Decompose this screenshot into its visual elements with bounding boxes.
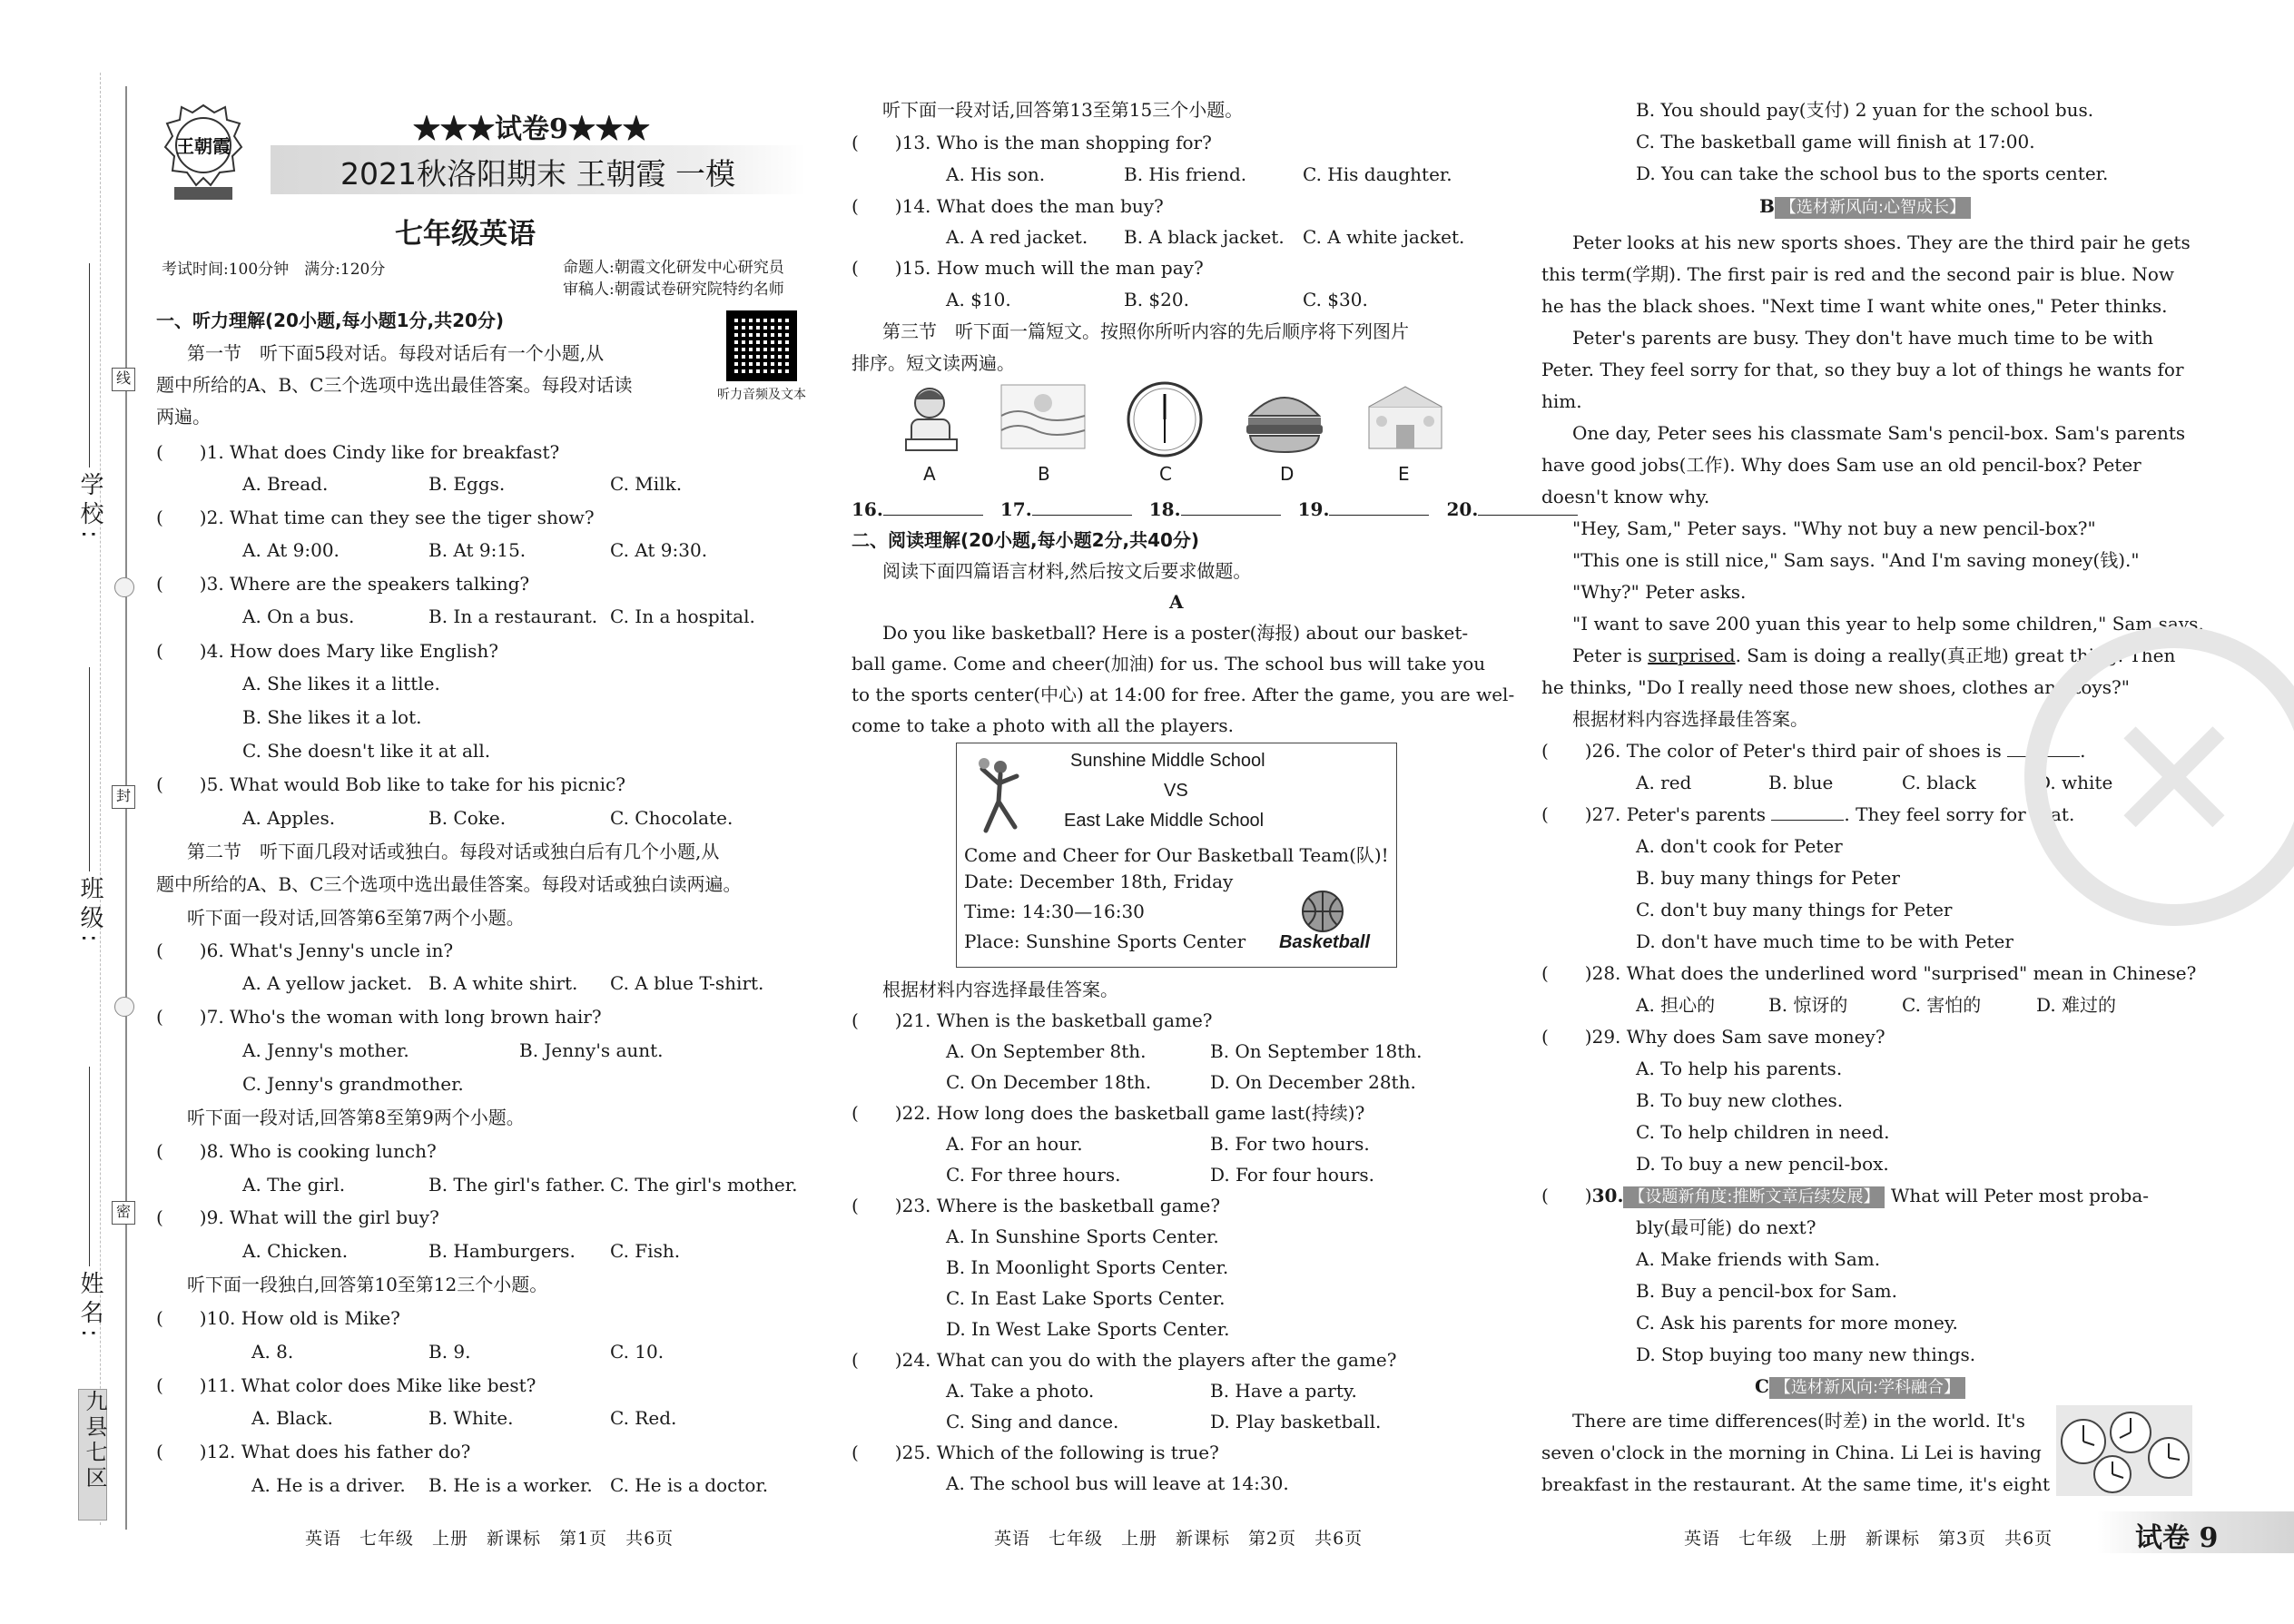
picture-label-c: C bbox=[1159, 463, 1172, 485]
q6-option-c[interactable]: C. A blue T-shirt. bbox=[610, 972, 764, 994]
q5-option-a[interactable]: A. Apples. bbox=[242, 807, 336, 829]
choose-instruction: 根据材料内容选择最佳答案。 bbox=[1572, 708, 1808, 730]
q1-option-c[interactable]: C. Milk. bbox=[610, 473, 683, 495]
q13-option-a[interactable]: A. His son. bbox=[946, 163, 1046, 185]
q28-option-c[interactable]: C. 害怕的 bbox=[1902, 994, 1982, 1016]
q27-option-d[interactable]: D. don't have much time to be with Peter bbox=[1636, 930, 2013, 952]
question-14: ( )14. What does the man buy? bbox=[852, 195, 1164, 217]
poster-logo-text: Basketball bbox=[1279, 932, 1371, 952]
q29-option-d[interactable]: D. To buy a new pencil-box. bbox=[1636, 1153, 1889, 1175]
picture-label-b: B bbox=[1038, 463, 1050, 485]
q15-option-a[interactable]: A. $10. bbox=[946, 289, 1011, 310]
q25-option-b[interactable]: B. You should pay(支付) 2 yuan for the school bus. bbox=[1636, 99, 2094, 121]
question-9: ( )9. What will the girl buy? bbox=[156, 1206, 439, 1228]
passage-b-text: "Hey, Sam," Peter says. "Why not buy a new pencil-box?" bbox=[1572, 517, 2096, 539]
q15-option-c[interactable]: C. $30. bbox=[1303, 289, 1368, 310]
question-29: ( )29. Why does Sam save money? bbox=[1541, 1026, 1885, 1048]
q22-option-b[interactable]: B. For two hours. bbox=[1210, 1133, 1370, 1155]
q21-option-a[interactable]: A. On September 8th. bbox=[946, 1040, 1147, 1062]
q26-option-c[interactable]: C. black bbox=[1902, 772, 1976, 793]
q15-option-b[interactable]: B. $20. bbox=[1124, 289, 1189, 310]
question-3: ( )3. Where are the speakers talking? bbox=[156, 573, 530, 595]
q10-option-a[interactable]: A. 8. bbox=[251, 1341, 294, 1363]
q7-option-b[interactable]: B. Jenny's aunt. bbox=[519, 1039, 664, 1061]
q4-option-b[interactable]: B. She likes it a lot. bbox=[242, 706, 422, 728]
passage-b-text: Peter looks at his new sports shoes. They are the third pair he gets bbox=[1572, 231, 2191, 253]
bird-icon bbox=[114, 997, 134, 1017]
passage-b-text: he thinks, "Do I really need those new shoes, clothes and toys?" bbox=[1541, 676, 2130, 698]
passage-b-text: Peter. They feel sorry for that, so they buy a lot of things he wants for bbox=[1541, 359, 2184, 380]
q5-option-b[interactable]: B. Coke. bbox=[428, 807, 507, 829]
passage-b-heading: B 【选材新风向:心智成长】 bbox=[1759, 191, 1971, 222]
part1-intro: 两遍。 bbox=[156, 406, 211, 428]
q24-option-a[interactable]: A. Take a photo. bbox=[946, 1380, 1095, 1402]
q10-option-c[interactable]: C. 10. bbox=[610, 1341, 665, 1363]
binding-margin bbox=[0, 0, 131, 1624]
q4-option-c[interactable]: C. She doesn't like it at all. bbox=[242, 740, 491, 762]
question-2: ( )2. What time can they see the tiger show? bbox=[156, 507, 595, 528]
setter: 命题人:朝霞文化研发中心研究员 bbox=[563, 259, 784, 277]
q8-option-b[interactable]: B. The girl's father. bbox=[428, 1174, 605, 1196]
poster-slogan: Come and Cheer for Our Basketball Team(队)! bbox=[964, 844, 1389, 866]
passage-b-text: One day, Peter sees his classmate Sam's pencil-box. Sam's parents bbox=[1572, 422, 2186, 444]
question-6: ( )6. What's Jenny's uncle in? bbox=[156, 940, 454, 961]
q23-option-a[interactable]: A. In Sunshine Sports Center. bbox=[946, 1225, 1219, 1247]
poster-time: Time: 14:30—16:30 bbox=[964, 901, 1145, 922]
q22-option-d[interactable]: D. For four hours. bbox=[1210, 1164, 1375, 1186]
school-label: 学校: bbox=[76, 472, 103, 544]
passage-a-text: Do you like basketball? Here is a poster(海报) about our basket- bbox=[882, 622, 1469, 644]
q11-option-c[interactable]: C. Red. bbox=[610, 1407, 677, 1429]
q4-option-a[interactable]: A. She likes it a little. bbox=[242, 673, 440, 694]
section-2-heading: 二、阅读理解(20小题,每小题2分,共40分) bbox=[852, 529, 1200, 551]
time-score: 考试时间:100分钟 满分:120分 bbox=[162, 261, 386, 279]
q24-option-d[interactable]: D. Play basketball. bbox=[1210, 1411, 1382, 1432]
exam-title: 2021秋洛阳期末 王朝霞 一模 bbox=[340, 156, 735, 192]
question-22: ( )22. How long does the basketball game last(持续)? bbox=[852, 1102, 1365, 1124]
logo-text: 王朝霞 bbox=[176, 135, 231, 157]
q29-option-a[interactable]: A. To help his parents. bbox=[1636, 1058, 1843, 1079]
dialogue-13-15-intro: 听下面一段对话,回答第13至第15三个小题。 bbox=[882, 99, 1244, 121]
picture-label-d: D bbox=[1280, 463, 1295, 485]
passage-c-text: There are time differences(时差) in the world. It's bbox=[1572, 1410, 2025, 1432]
q2-option-b[interactable]: B. At 9:15. bbox=[428, 539, 527, 561]
name-label: 姓名: bbox=[76, 1271, 103, 1343]
paper-series: ★★★试卷9★★★ bbox=[413, 113, 650, 145]
q21-option-c[interactable]: C. On December 18th. bbox=[946, 1071, 1152, 1093]
q9-option-b[interactable]: B. Hamburgers. bbox=[428, 1240, 576, 1262]
poster-away-team: East Lake Middle School bbox=[1064, 811, 1265, 831]
q14-option-b[interactable]: B. A black jacket. bbox=[1124, 226, 1285, 248]
q28-option-d[interactable]: D. 难过的 bbox=[2036, 994, 2117, 1016]
passage-b-text: him. bbox=[1541, 390, 1582, 412]
question-1: ( )1. What does Cindy like for breakfast? bbox=[156, 441, 560, 463]
section-1-heading: 一、听力理解(20小题,每小题1分,共20分) bbox=[156, 310, 505, 331]
question-30: ( )30. 【设题新角度:推断文章后续发展】 What will Peter most proba- bbox=[1541, 1185, 2150, 1206]
q12-option-c[interactable]: C. He is a doctor. bbox=[610, 1474, 769, 1496]
question-10: ( )10. How old is Mike? bbox=[156, 1307, 400, 1329]
poster-home-team: Sunshine Middle School bbox=[1070, 751, 1265, 771]
q30-option-a[interactable]: A. Make friends with Sam. bbox=[1636, 1248, 1881, 1270]
theme-park-picture bbox=[1362, 379, 1449, 459]
q9-option-c[interactable]: C. Fish. bbox=[610, 1240, 681, 1262]
q3-option-c[interactable]: C. In a hospital. bbox=[610, 605, 755, 627]
question-28: ( )28. What does the underlined word "surprised" mean in Chinese? bbox=[1541, 962, 2197, 984]
q13-option-c[interactable]: C. His daughter. bbox=[1303, 163, 1452, 185]
question-24: ( )24. What can you do with the players after the game? bbox=[852, 1349, 1397, 1371]
q1-option-a[interactable]: A. Bread. bbox=[242, 473, 329, 495]
school-field[interactable] bbox=[89, 263, 90, 468]
part3-intro: 第三节 听下面一篇短文。按照你所听内容的先后顺序将下列图片 bbox=[882, 320, 1409, 342]
bird-icon bbox=[114, 577, 134, 597]
passage-a-text: to the sports center(中心) at 14:00 for free. After the game, you are wel- bbox=[852, 684, 1515, 705]
q26-option-a[interactable]: A. red bbox=[1636, 772, 1692, 793]
q23-option-b[interactable]: B. In Moonlight Sports Center. bbox=[946, 1256, 1229, 1278]
q27-option-c[interactable]: C. don't buy many things for Peter bbox=[1636, 899, 1953, 920]
poster-place: Place: Sunshine Sports Center bbox=[964, 930, 1246, 952]
q21-option-b[interactable]: B. On September 18th. bbox=[1210, 1040, 1423, 1062]
q27-option-a[interactable]: A. don't cook for Peter bbox=[1636, 835, 1843, 857]
q9-option-a[interactable]: A. Chicken. bbox=[242, 1240, 349, 1262]
question-25: ( )25. Which of the following is true? bbox=[852, 1442, 1219, 1463]
q28-option-a[interactable]: A. 担心的 bbox=[1636, 994, 1716, 1016]
hamburger-picture bbox=[1241, 379, 1328, 459]
q13-option-b[interactable]: B. His friend. bbox=[1124, 163, 1247, 185]
subject-title: 七年级英语 bbox=[395, 218, 536, 251]
question-27: ( )27. Peter's parents . They feel sorry for that. bbox=[1541, 803, 2075, 825]
passage-c-tag: 【选材新风向:学科融合】 bbox=[1769, 1377, 1965, 1399]
district-label: 九县七区 bbox=[78, 1389, 107, 1521]
question-26: ( )26. The color of Peter's third pair of shoes is . bbox=[1541, 740, 2086, 762]
q10-option-b[interactable]: B. 9. bbox=[428, 1341, 471, 1363]
part2-intro: 题中所给的A、B、C三个选项中选出最佳答案。每段对话或独白读两遍。 bbox=[156, 873, 742, 895]
q6-option-b[interactable]: B. A white shirt. bbox=[428, 972, 578, 994]
q24-option-b[interactable]: B. Have a party. bbox=[1210, 1380, 1357, 1402]
part1-intro: 题中所给的A、B、C三个选项中选出最佳答案。每段对话读 bbox=[156, 374, 633, 396]
seal-line-mark: 线 bbox=[112, 368, 135, 391]
q30-option-c[interactable]: C. Ask his parents for more money. bbox=[1636, 1312, 1958, 1334]
q25-option-d[interactable]: D. You can take the school bus to the sports center. bbox=[1636, 162, 2109, 184]
passage-b-text: have good jobs(工作). Why does Sam use an old pencil-box? Peter bbox=[1541, 454, 2141, 476]
question-13: ( )13. Who is the man shopping for? bbox=[852, 132, 1212, 153]
passage-a-label: A bbox=[1169, 591, 1184, 613]
class-label: 班级: bbox=[76, 876, 103, 948]
q23-option-c[interactable]: C. In East Lake Sports Center. bbox=[946, 1287, 1226, 1309]
girl-reading-picture bbox=[888, 379, 975, 459]
q24-option-c[interactable]: C. Sing and dance. bbox=[946, 1411, 1119, 1432]
q1-option-b[interactable]: B. Eggs. bbox=[428, 473, 506, 495]
q6-option-a[interactable]: A. A yellow jacket. bbox=[242, 972, 413, 994]
dialogue-6-7-intro: 听下面一段对话,回答第6至第7两个小题。 bbox=[187, 907, 525, 929]
passage-b-text: "Why?" Peter asks. bbox=[1572, 581, 1747, 603]
q27-option-b[interactable]: B. buy many things for Peter bbox=[1636, 867, 1900, 889]
qr-code-icon[interactable] bbox=[726, 310, 797, 381]
question-12: ( )12. What does his father do? bbox=[156, 1441, 471, 1462]
question-5: ( )5. What would Bob like to take for his picnic? bbox=[156, 773, 625, 795]
qr-caption: 听力音频及文本 bbox=[717, 388, 806, 402]
clocks-picture bbox=[2056, 1405, 2192, 1496]
q30-option-b[interactable]: B. Buy a pencil-box for Sam. bbox=[1636, 1280, 1897, 1302]
passage-c-text: breakfast in the restaurant. At the same time, it's eight bbox=[1541, 1473, 2050, 1495]
q26-option-d[interactable]: D. white bbox=[2036, 772, 2113, 793]
part3-intro: 排序。短文读两遍。 bbox=[852, 352, 1015, 374]
question-11: ( )11. What color does Mike like best? bbox=[156, 1374, 537, 1396]
passage-b-text: Peter's parents are busy. They don't have much time to be with bbox=[1572, 327, 2153, 349]
q7-option-c[interactable]: C. Jenny's grandmother. bbox=[242, 1073, 464, 1095]
footer-page-2: 英语 七年级 上册 新课标 第2页 共6页 bbox=[994, 1529, 1364, 1549]
paper-badge: 试卷 9 bbox=[2097, 1511, 2294, 1553]
brand-logo bbox=[162, 102, 245, 209]
ocean-scene-picture bbox=[999, 379, 1087, 459]
question-8: ( )8. Who is cooking lunch? bbox=[156, 1140, 437, 1162]
q23-option-d[interactable]: D. In West Lake Sports Center. bbox=[946, 1318, 1230, 1340]
q11-option-b[interactable]: B. White. bbox=[428, 1407, 514, 1429]
clock-picture bbox=[1121, 379, 1208, 459]
footer-page-1: 英语 七年级 上册 新课标 第1页 共6页 bbox=[305, 1529, 674, 1549]
q2-option-c[interactable]: C. At 9:30. bbox=[610, 539, 708, 561]
q29-option-c[interactable]: C. To help children in need. bbox=[1636, 1121, 1890, 1143]
q14-option-c[interactable]: C. A white jacket. bbox=[1303, 226, 1465, 248]
passage-b-text: "I want to save 200 yuan this year to help some children," Sam says. bbox=[1572, 613, 2204, 635]
question-7: ( )7. Who's the woman with long brown hair? bbox=[156, 1006, 602, 1028]
question-21: ( )21. When is the basketball game? bbox=[852, 1009, 1213, 1031]
q22-option-c[interactable]: C. For three hours. bbox=[946, 1164, 1121, 1186]
q12-option-b[interactable]: B. He is a worker. bbox=[428, 1474, 593, 1496]
seal-seal-mark: 封 bbox=[112, 785, 135, 809]
class-field[interactable] bbox=[89, 667, 90, 871]
q12-option-a[interactable]: A. He is a driver. bbox=[251, 1474, 406, 1496]
picture-label-a: A bbox=[923, 463, 936, 485]
passage-b-text: Peter is surprised. Sam is doing a really(真正地) great thing. Then bbox=[1572, 645, 2176, 666]
passage-b-text: this term(学期). The first pair is red and the second pair is blue. Now bbox=[1541, 263, 2175, 285]
passage-b-tag: 【选材新风向:心智成长】 bbox=[1775, 197, 1971, 219]
q11-option-a[interactable]: A. Black. bbox=[251, 1407, 333, 1429]
reading-intro: 阅读下面四篇语言材料,然后按文后要求做题。 bbox=[882, 560, 1252, 582]
question-23: ( )23. Where is the basketball game? bbox=[852, 1195, 1221, 1216]
order-answer-row: 16. 17. 18. 19. 20. bbox=[852, 494, 1578, 526]
passage-a-text: ball game. Come and cheer(加油) for us. The school bus will take you bbox=[852, 653, 1486, 674]
part1-intro: 第一节 听下面5段对话。每段对话后有一个小题,从 bbox=[187, 342, 605, 364]
passage-c-heading: C 【选材新风向:学科融合】 bbox=[1755, 1371, 1965, 1403]
passage-c-text: seven o'clock in the morning in China. Li Lei is having bbox=[1541, 1442, 2042, 1463]
poster-vs: VS bbox=[1164, 781, 1188, 801]
passage-b-text: he has the black shoes. "Next time I want white ones," Peter thinks. bbox=[1541, 295, 2168, 317]
watermark-seal-glyph: ✕ bbox=[2102, 680, 2247, 881]
passage-a-text: come to take a photo with all the players. bbox=[852, 714, 1234, 736]
underlined-word: surprised bbox=[1648, 645, 1736, 666]
seal-secret-mark: 密 bbox=[112, 1201, 135, 1225]
q25-option-a[interactable]: A. The school bus will leave at 14:30. bbox=[946, 1472, 1289, 1494]
poster-date: Date: December 18th, Friday bbox=[964, 871, 1234, 892]
passage-b-text: "This one is still nice," Sam says. "And I'm saving money(钱)." bbox=[1572, 549, 2140, 571]
reviewer: 审稿人:朝霞试卷研究院特约名师 bbox=[563, 281, 784, 299]
q8-option-a[interactable]: A. The girl. bbox=[242, 1174, 346, 1196]
q30-tag: 【设题新角度:推断文章后续发展】 bbox=[1623, 1186, 1885, 1208]
q25-option-c[interactable]: C. The basketball game will finish at 17:00. bbox=[1636, 131, 2035, 153]
q26-option-b[interactable]: B. blue bbox=[1768, 772, 1834, 793]
q8-option-c[interactable]: C. The girl's mother. bbox=[610, 1174, 798, 1196]
basketball-icon bbox=[1300, 889, 1345, 934]
monologue-10-12-intro: 听下面一段独白,回答第10至第12三个小题。 bbox=[187, 1274, 548, 1295]
q22-option-a[interactable]: A. For an hour. bbox=[946, 1133, 1083, 1155]
name-field[interactable] bbox=[89, 1067, 90, 1266]
passage-b-text: doesn't know why. bbox=[1541, 486, 1710, 507]
q7-option-a[interactable]: A. Jenny's mother. bbox=[242, 1039, 409, 1061]
q3-option-a[interactable]: A. On a bus. bbox=[242, 605, 355, 627]
dialogue-8-9-intro: 听下面一段对话,回答第8至第9两个小题。 bbox=[187, 1107, 525, 1128]
q3-option-b[interactable]: B. In a restaurant. bbox=[428, 605, 598, 627]
q21-option-d[interactable]: D. On December 28th. bbox=[1210, 1071, 1416, 1093]
q29-option-b[interactable]: B. To buy new clothes. bbox=[1636, 1089, 1844, 1111]
question-30-cont: bly(最可能) do next? bbox=[1636, 1216, 1816, 1238]
question-4: ( )4. How does Mary like English? bbox=[156, 640, 498, 662]
basketball-player-icon bbox=[973, 756, 1031, 838]
q30-option-d[interactable]: D. Stop buying too many new things. bbox=[1636, 1343, 1976, 1365]
q5-option-c[interactable]: C. Chocolate. bbox=[610, 807, 733, 829]
choose-instruction: 根据材料内容选择最佳答案。 bbox=[882, 979, 1118, 1000]
q14-option-a[interactable]: A. A red jacket. bbox=[946, 226, 1088, 248]
q28-option-b[interactable]: B. 惊讶的 bbox=[1768, 994, 1848, 1016]
picture-label-e: E bbox=[1398, 463, 1410, 485]
q2-option-a[interactable]: A. At 9:00. bbox=[242, 539, 340, 561]
basketball-poster bbox=[956, 743, 1397, 968]
part2-intro: 第二节 听下面几段对话或独白。每段对话或独白后有几个小题,从 bbox=[187, 841, 720, 862]
footer-page-3: 英语 七年级 上册 新课标 第3页 共6页 bbox=[1684, 1529, 2053, 1549]
question-15: ( )15. How much will the man pay? bbox=[852, 257, 1204, 279]
